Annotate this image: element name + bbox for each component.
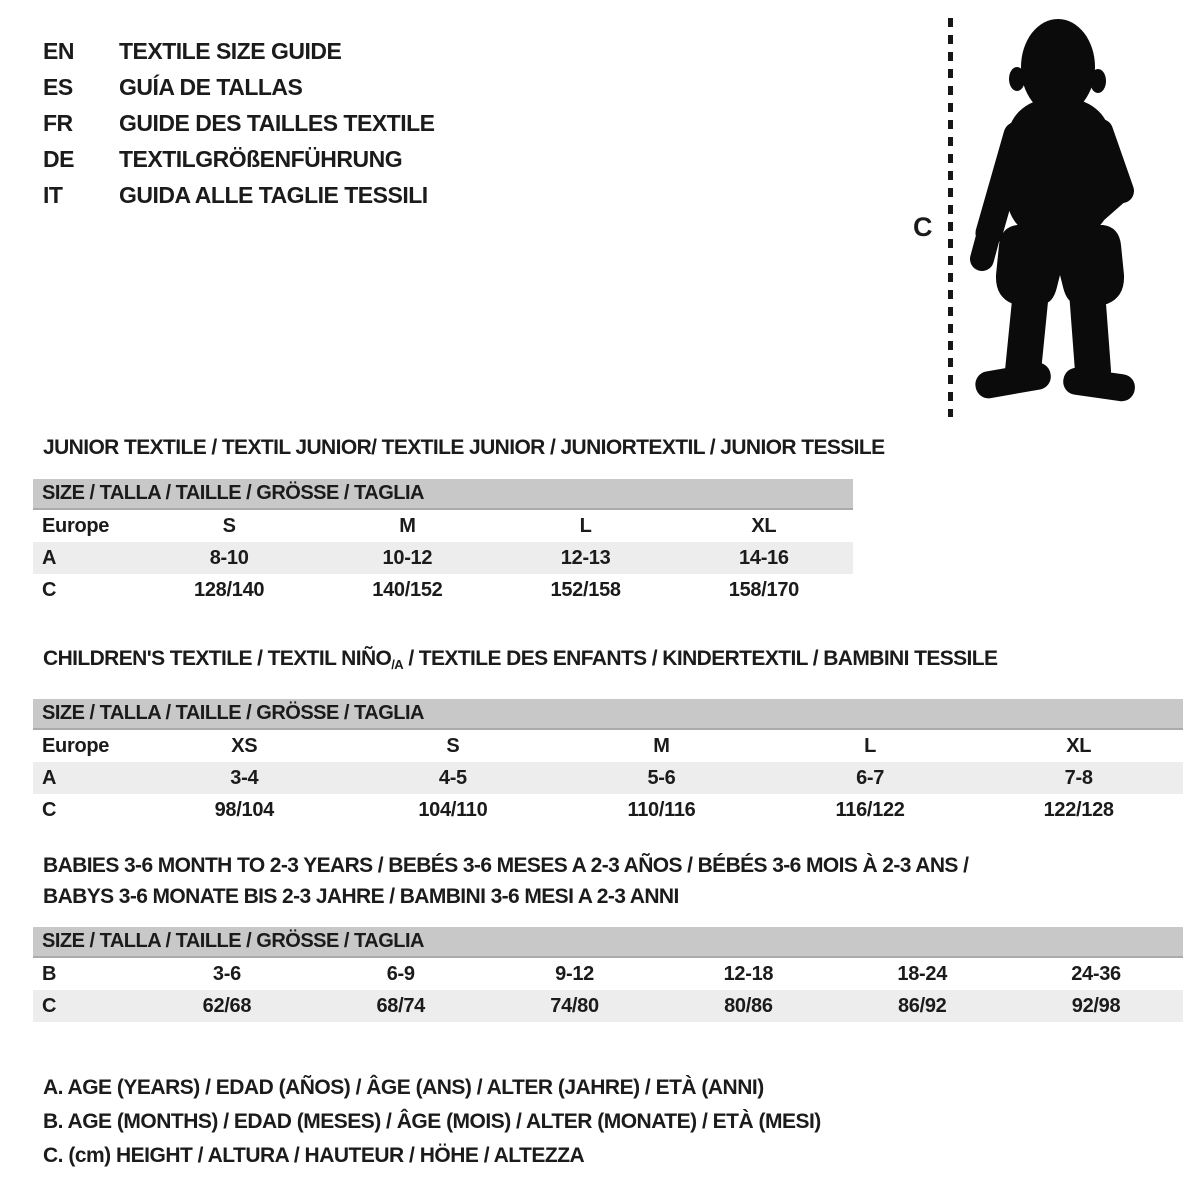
age-cell: 14-16 — [739, 546, 789, 569]
children-title-sub: /A — [391, 657, 404, 672]
row-label: C — [42, 994, 57, 1017]
legend-line-b: B. AGE (MONTHS) / EDAD (MESES) / ÂGE (MOIS) / ALTER (MONATE) / ETÀ (MESI) — [43, 1110, 821, 1133]
language-code: ES — [43, 73, 73, 100]
table-row — [33, 794, 1183, 826]
size-cell: L — [579, 514, 592, 537]
height-cell: 152/158 — [550, 578, 621, 601]
size-table-header: SIZE / TALLA / TAILLE / GRÖSSE / TAGLIA — [33, 479, 853, 510]
height-measure-label: C — [913, 212, 933, 242]
age-cell: 12-13 — [560, 546, 611, 569]
row-label: A — [42, 766, 57, 789]
height-cell: 104/110 — [418, 798, 488, 821]
babies-size-table — [33, 927, 1183, 1022]
table-row — [33, 542, 853, 574]
height-cell: 110/116 — [627, 798, 696, 821]
age-cell: 8-10 — [209, 546, 249, 569]
age-cell: 9-12 — [555, 962, 594, 985]
age-cell: 4-5 — [438, 766, 467, 789]
height-cell: 62/68 — [202, 994, 252, 1017]
height-cell: 128/140 — [194, 578, 265, 601]
legend-line-c: C. (cm) HEIGHT / ALTURA / HAUTEUR / HÖHE / ALTEZZA — [43, 1144, 585, 1167]
age-cell: 6-7 — [856, 766, 885, 789]
guide-title-it: GUIDA ALLE TAGLIE TESSILI — [119, 181, 428, 208]
row-label: A — [42, 546, 57, 569]
age-cell: 5-6 — [647, 766, 676, 789]
table-row — [33, 762, 1183, 794]
guide-title-de: TEXTILGRÖßENFÜHRUNG — [119, 145, 403, 172]
age-cell: 7-8 — [1064, 766, 1093, 789]
height-cell: 86/92 — [897, 994, 947, 1017]
age-cell: 3-6 — [212, 962, 241, 985]
height-cell: 98/104 — [214, 798, 274, 821]
language-row-en — [43, 33, 435, 69]
children-size-table — [33, 699, 1183, 826]
table-row — [33, 958, 1183, 990]
height-measure-dashed-line — [948, 18, 953, 417]
age-cell: 10-12 — [382, 546, 433, 569]
babies-title-line-1: BABIES 3-6 MONTH TO 2-3 YEARS / BEBÉS 3-6 MESES A 2-3 AÑOS / BÉBÉS 3-6 MOIS À 2-3 ANS / — [43, 854, 969, 877]
children-title-rest: / TEXTILE DES ENFANTS / KINDERTEXTIL / BAMBINI TESSILE — [403, 647, 998, 670]
language-row-de — [43, 141, 435, 177]
size-cell: M — [653, 734, 670, 757]
height-cell: 140/152 — [372, 578, 443, 601]
size-cell: XS — [231, 734, 258, 757]
size-cell: S — [222, 514, 236, 537]
table-row — [33, 990, 1183, 1022]
height-cell: 68/74 — [376, 994, 426, 1017]
age-cell: 3-4 — [230, 766, 259, 789]
babies-title-line-2: BABYS 3-6 MONATE BIS 2-3 JAHRE / BAMBINI 3-6 MESI A 2-3 ANNI — [43, 885, 679, 908]
guide-title-es: GUÍA DE TALLAS — [119, 73, 303, 100]
table-row — [33, 574, 853, 606]
language-code: FR — [43, 109, 73, 136]
row-label: Europe — [42, 514, 110, 537]
language-code: EN — [43, 37, 74, 64]
language-list — [43, 33, 435, 213]
age-cell: 18-24 — [897, 962, 948, 985]
height-cell: 80/86 — [724, 994, 773, 1017]
table-row — [33, 510, 853, 542]
babies-section-title — [43, 850, 968, 912]
language-row-it — [43, 177, 435, 213]
size-table-header: SIZE / TALLA / TAILLE / GRÖSSE / TAGLIA — [33, 927, 1183, 958]
size-cell: XL — [1066, 734, 1092, 757]
height-cell: 92/98 — [1071, 994, 1121, 1017]
height-cell: 74/80 — [550, 994, 599, 1017]
legend — [43, 1071, 821, 1173]
age-cell: 12-18 — [723, 962, 774, 985]
guide-title-en: TEXTILE SIZE GUIDE — [119, 37, 342, 64]
size-cell: XL — [751, 514, 777, 537]
size-cell: S — [446, 734, 460, 757]
legend-line-a: A. AGE (YEARS) / EDAD (AÑOS) / ÂGE (ANS) / ALTER (JAHRE) / ETÀ (ANNI) — [43, 1076, 764, 1099]
row-label: Europe — [42, 734, 110, 757]
language-code: DE — [43, 145, 74, 172]
toddler-silhouette-icon — [965, 15, 1137, 419]
row-label: C — [42, 798, 57, 821]
size-table-header: SIZE / TALLA / TAILLE / GRÖSSE / TAGLIA — [33, 699, 1183, 730]
age-cell: 24-36 — [1071, 962, 1121, 985]
row-label: C — [42, 578, 57, 601]
children-section-title — [43, 647, 997, 671]
row-label: B — [42, 962, 57, 985]
junior-section-title: JUNIOR TEXTILE / TEXTIL JUNIOR/ TEXTILE JUNIOR / JUNIORTEXTIL / JUNIOR TESSILE — [43, 436, 885, 459]
language-row-es — [43, 69, 435, 105]
table-row — [33, 730, 1183, 762]
children-title-main: CHILDREN'S TEXTILE / TEXTIL NIÑO — [43, 647, 392, 670]
language-code: IT — [43, 181, 63, 208]
guide-title-fr: GUIDE DES TAILLES TEXTILE — [119, 109, 435, 136]
size-cell: L — [864, 734, 877, 757]
language-row-fr — [43, 105, 435, 141]
height-cell: 116/122 — [835, 798, 905, 821]
height-cell: 158/170 — [728, 578, 799, 601]
height-cell: 122/128 — [1043, 798, 1114, 821]
size-cell: M — [399, 514, 416, 537]
junior-size-table — [33, 479, 853, 606]
age-cell: 6-9 — [386, 962, 415, 985]
